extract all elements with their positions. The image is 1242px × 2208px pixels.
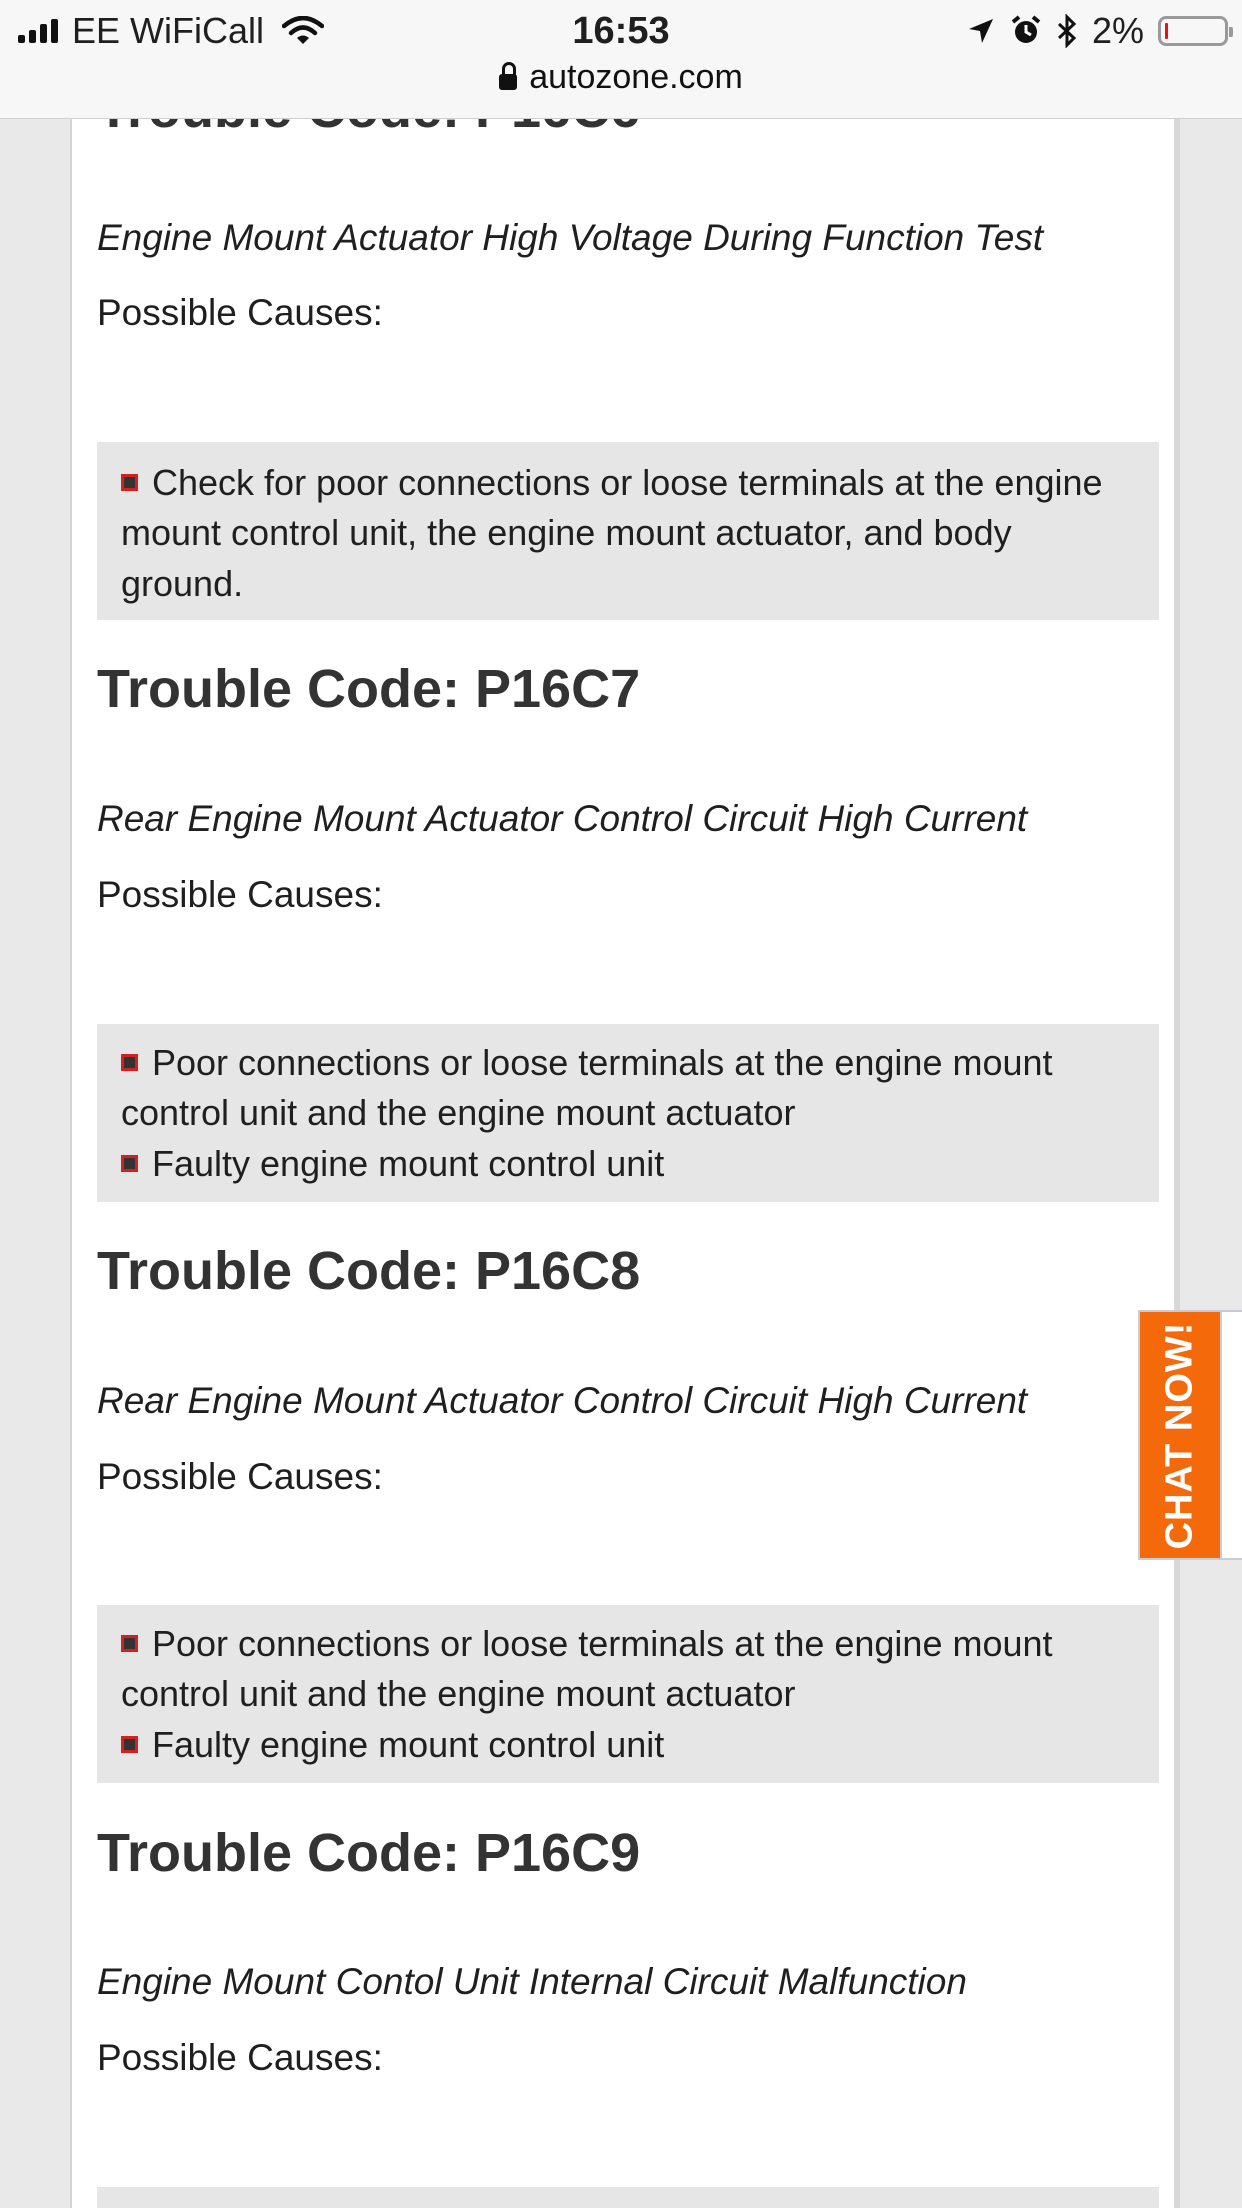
possible-causes-label: Possible Causes: — [97, 292, 383, 333]
causes-box — [97, 442, 1159, 620]
battery-percent: 2% — [1091, 10, 1144, 51]
page-container — [70, 0, 1180, 2208]
possible-causes-label: Possible Causes: — [97, 874, 383, 915]
list-item: Poor connections or loose terminals at the engine mount control unit and the engine mount actuator — [121, 1623, 1053, 1715]
chat-tab-edge[interactable] — [1222, 1310, 1242, 1560]
chat-now-button[interactable] — [1138, 1310, 1222, 1560]
status-bar — [0, 0, 1242, 119]
causes-box — [97, 1024, 1159, 1202]
list-item: Poor connections or loose terminals at the engine mount control unit and the engine mount actuator — [121, 1042, 1053, 1134]
bullet-icon — [121, 1635, 138, 1652]
section-title: Trouble Code: P16C8 — [97, 1241, 641, 1301]
section-description: Engine Mount Actuator High Voltage During Function Test — [97, 217, 1044, 258]
causes-box — [97, 2187, 1159, 2208]
list-item: Faulty engine mount control unit — [121, 1720, 1135, 1770]
section-title: Trouble Code: P16C9 — [97, 1823, 641, 1883]
status-right — [966, 10, 1228, 52]
section-description: Engine Mount Contol Unit Internal Circuit Malfunction — [97, 1961, 967, 2002]
clock: 16:53 — [572, 10, 670, 52]
bullet-icon — [121, 474, 138, 491]
bullet-icon — [121, 1736, 138, 1753]
bluetooth-icon — [1056, 14, 1078, 48]
possible-causes-label: Possible Causes: — [97, 1456, 383, 1497]
section-description: Rear Engine Mount Actuator Control Circuit High Current — [97, 1380, 1028, 1421]
section-title: Trouble Code: P16C7 — [97, 659, 641, 719]
lock-icon — [499, 74, 517, 90]
bullet-icon — [121, 1155, 138, 1172]
location-arrow-icon — [966, 16, 996, 46]
possible-causes-label: Possible Causes: — [97, 2037, 383, 2078]
alarm-icon — [1010, 15, 1042, 47]
section-description: Rear Engine Mount Actuator Control Circuit High Current — [97, 798, 1028, 839]
list-item: Check for poor connections or loose terminals at the engine mount control unit, the engine mount actuator, and body ground. — [121, 462, 1103, 604]
bullet-icon — [121, 1054, 138, 1071]
address-domain[interactable]: autozone.com — [529, 58, 743, 96]
battery-icon — [1158, 16, 1228, 46]
address-bar[interactable] — [0, 58, 1242, 97]
chat-now-label: CHAT NOW! — [1158, 1321, 1201, 1549]
causes-box — [97, 1605, 1159, 1783]
carrier-name: EE WiFiCall — [72, 10, 265, 51]
list-item: Faulty engine mount control unit — [121, 1139, 1135, 1189]
